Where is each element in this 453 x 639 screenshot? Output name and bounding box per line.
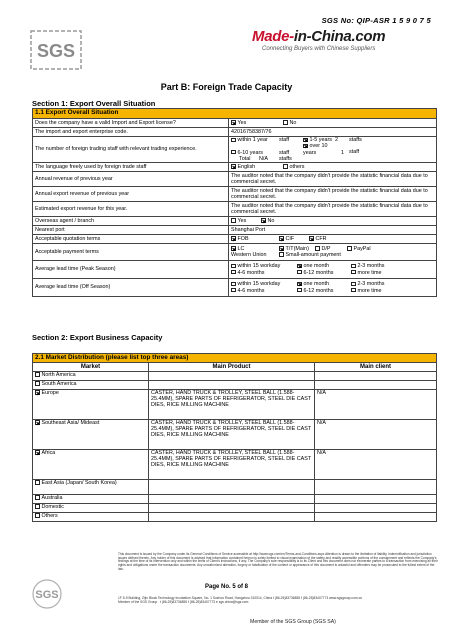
checkbox: [35, 513, 40, 518]
table-row: Southeast Asia/ Mideast CASTER, HAND TRUCK & TROLLEY, STEEL BALL (1.588-25.4MM), SPARE PARTS OF REFRIGERATOR, STEEL DIE CAST DIES, RICE MILLING MACHINE N/A: [33, 420, 437, 450]
address-block: 1F 5-9 Building, Zijin Block Technology Incubation Square, No. 1 Suzhou Road, Hangzhou 310014, China t (86-25)83736855 f (86-25)83407773 www.sgsgroup.com.cn Member of the SGS Group t (86-25)83736855 f (86-25)83407773 e sgs.china@sgs.com: [118, 596, 363, 604]
checkbox: [35, 381, 40, 386]
table-row: North America: [33, 372, 437, 381]
svg-text:SGS: SGS: [35, 589, 59, 601]
table-header: 1.1 Export Overall Situation: [33, 109, 437, 119]
made-in-china-logo: Made-in-China.com Connecting Buyers with Chinese Suppliers: [252, 28, 422, 68]
table-row: Domestic: [33, 504, 437, 513]
table-row: East Asia (Japan/ South Korea): [33, 480, 437, 495]
page-number: Page No. 5 of 8: [204, 584, 248, 590]
section2-title: Section 2: Export Business Capacity: [32, 333, 163, 342]
disclaimer-text: This document is issued by the Company under its General Conditions of Service accessible at http://www.sgs.com/en/Terms-and-Conditions.aspx Attention is drawn to the limitation of liability, indemnification and jurisdiction issues defined therein. Any holder of this document is advised that information contained hereon is solely limited to visual examination of the safety and readily accessible portions of the consignment and reflects the Company's findings at the time of its intervention only and within the limits of Client's instructions, if any. The Company's sole responsibility is to its Client and this document does not exonerate parties to a transaction from exercising all their rights and obligations under the transaction documents. Any unauthorized alteration, forgery or falsification of the content or appearance of this document is unlawful and offenders may be prosecuted to the fullest extent of the law.: [118, 552, 438, 571]
market-distribution-table: 2.1 Market Distribution (please list top three areas) Market Main Product Main client North America South America Europe CASTER, HAND TRUCK & TROLLEY, STEEL BALL (1.588-25.4MM), SPARE PARTS OF REFRIGERATOR, STEEL DIE CAST DIES, RICE MILLING MACHINE N/A Southeast Asia/ Mideast CASTER, HAND TRUCK & TROLLEY, STEEL BALL (1.588-25.4MM), SPARE PARTS OF REFRIGERATOR, STEEL DIE CAST DIES, RICE MILLING MACHINE N/A Africa CASTER, HAND TRUCK & TROLLEY, STEEL BALL (1.588-25.4MM), SPARE PARTS OF REFRIGERATOR, STEEL DIE CAST DIES, RICE MILLING MACHINE N/A East Asia (Japan/ South Korea) Australia Domestic Others: [32, 353, 437, 522]
checkbox: [35, 495, 40, 500]
checkbox: [35, 504, 40, 509]
table-header: 2.1 Market Distribution (please list top three areas): [33, 354, 437, 363]
checkbox: [35, 480, 40, 485]
checkbox: [283, 120, 288, 125]
checkbox: [35, 372, 40, 377]
table-row: Australia: [33, 495, 437, 504]
checkbox: [35, 450, 40, 455]
part-title: Part B: Foreign Trade Capacity: [160, 82, 293, 92]
export-situation-table: 1.1 Export Overall Situation Does the company have a valid Import and Export license? Yes No The import and export enterprise code. 42016758387/76 The number of foreign trading staff with relevant trading experience. within 1 year staff 1-5 years 2 staffs 6-10 years staffover 10 years 1 staff Total N/A staffs The language freely used by foreign trade staff English others Annual revenue of previous year The auditor noted that the company didn't provide the statistic financial data due to commercial secret. Annual export revenue of previous year The auditor noted that the company didn't provide the statistic financial data due to commercial secret. Estimated export revenue for this year. The auditor noted that the company didn't provide the statistic financial data due to commercial secret. Overseas agent / branch Yes No Nearest port Shanghai Port Acceptable quotation terms FOB CIF CFR Acceptable payment terms LC T/T(Main) D/P PayPal Western Union Small-amount payment Average lead time (Peak Season) within 15 workday one month 2-3 months 4-6 months 6-12 months more time Average lead time (Off Season) within 15 workday one month 2-3 months 4-6 months 6-12 months more time: [32, 108, 437, 297]
section1-title: Section 1: Export Overall Situation: [32, 99, 156, 108]
mic-tagline: Connecting Buyers with Chinese Suppliers: [262, 46, 376, 52]
table-row: Others: [33, 513, 437, 522]
table-row: Europe CASTER, HAND TRUCK & TROLLEY, STEEL BALL (1.588-25.4MM), SPARE PARTS OF REFRIGERATOR, STEEL DIE CAST DIES, RICE MILLING MACHINE N/A: [33, 390, 437, 420]
checkbox: [35, 420, 40, 425]
svg-text:SGS: SGS: [36, 41, 76, 61]
table-row: Africa CASTER, HAND TRUCK & TROLLEY, STEEL BALL (1.588-25.4MM), SPARE PARTS OF REFRIGERATOR, STEEL DIE CAST DIES, RICE MILLING MACHINE N/A: [33, 450, 437, 480]
member-line: Member of the SGS Group (SGS SA): [250, 619, 336, 625]
sgs-number: SGS No: QIP-ASR 1 5 9 0 7 5: [321, 16, 431, 25]
checkbox: [231, 120, 236, 125]
table-row: South America: [33, 381, 437, 390]
sgs-logo: [30, 30, 82, 70]
checkbox: [35, 390, 40, 395]
